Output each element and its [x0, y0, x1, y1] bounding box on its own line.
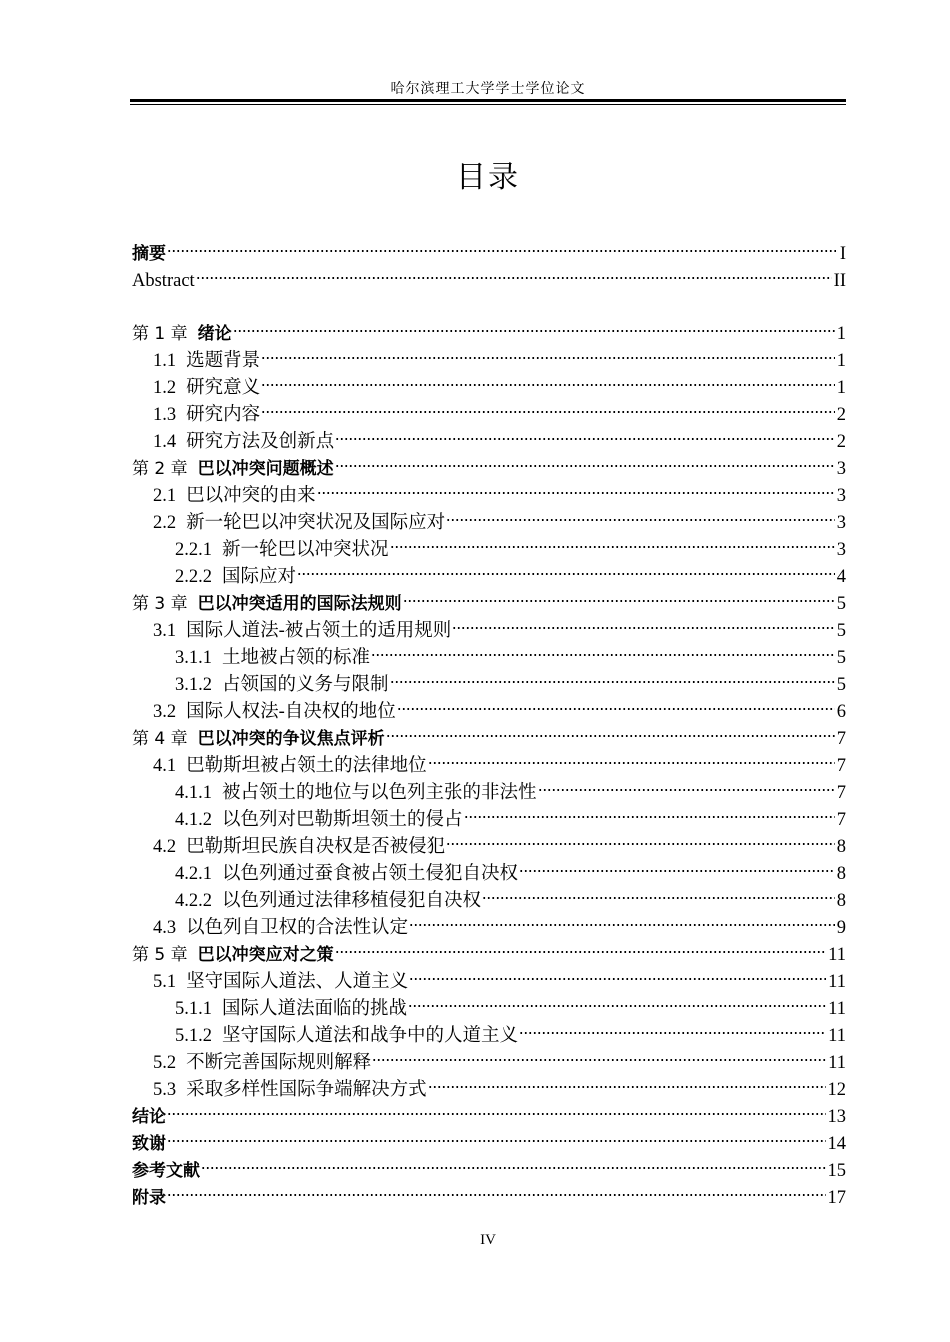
toc-entry[interactable] [132, 1050, 846, 1077]
toc-entry[interactable] [132, 402, 846, 429]
toc-entry-page: 8 [836, 837, 846, 857]
toc-entry-page: 12 [827, 1080, 846, 1100]
toc-entry[interactable] [132, 996, 846, 1023]
toc-leader-dots [390, 544, 835, 550]
toc-entry-title: 国际应对 [222, 567, 297, 587]
toc-entry-page: 17 [827, 1188, 846, 1208]
toc-entry-title: 被占领土的地位与以色列主张的非法性 [222, 783, 537, 803]
toc-entry[interactable] [132, 375, 846, 402]
toc-entry[interactable] [132, 483, 846, 510]
toc-entry-title: 巴以冲突问题概述 [197, 459, 334, 479]
toc-entry-page: 7 [836, 729, 846, 749]
toc-leader-dots [403, 598, 835, 604]
toc-entry-number: 5.3 [153, 1080, 177, 1100]
toc-leader-dots [261, 382, 835, 388]
toc-entry[interactable] [132, 591, 846, 618]
toc-entry-number: 5.2 [153, 1053, 177, 1073]
toc-entry-number: 1.1 [153, 351, 177, 371]
toc-entry[interactable] [132, 969, 846, 996]
toc-entry-number: 1.3 [153, 405, 177, 425]
toc-entry-title: 摘要 [132, 244, 166, 264]
toc-entry[interactable] [132, 942, 846, 969]
toc-leader-dots [167, 1138, 826, 1144]
toc-entry-number: 2.2.1 [175, 540, 212, 560]
toc-entry[interactable] [132, 537, 846, 564]
toc-entry-title: 国际人道法-被占领土的适用规则 [186, 621, 452, 641]
toc-entry-number: 3.1.1 [175, 648, 212, 668]
page-number: IV [480, 1232, 496, 1248]
toc-entry-page: 3 [836, 513, 846, 533]
toc-entry-title: 巴以冲突的争议焦点评析 [197, 729, 385, 749]
toc-leader-dots [446, 841, 835, 847]
toc-entry-title: 坚守国际人道法、人道主义 [186, 972, 409, 992]
toc-entry-number: 3.1.2 [175, 675, 212, 695]
toc-entry-title: 巴以冲突适用的国际法规则 [197, 594, 402, 614]
toc-entry-page: 5 [836, 594, 846, 614]
toc-entry-page: 11 [828, 1026, 846, 1046]
toc-leader-dots [335, 436, 835, 442]
toc-leader-dots [386, 733, 835, 739]
toc-entry-title: 新一轮巴以冲突状况 [222, 540, 389, 560]
toc-entry-title: 以色列自卫权的合法性认定 [186, 918, 409, 938]
toc-leader-dots [297, 571, 835, 577]
toc-entry-page: 5 [836, 648, 846, 668]
toc-entry-number: 5.1 [153, 972, 177, 992]
toc-leader-dots [167, 248, 836, 254]
toc-entry-page: 11 [828, 945, 846, 965]
toc-entry-number: 4.3 [153, 918, 177, 938]
toc-entry-title: 结论 [132, 1107, 166, 1127]
toc-leader-dots [390, 679, 835, 685]
toc-entry[interactable] [132, 780, 846, 807]
toc-entry[interactable] [132, 348, 846, 375]
toc-entry-page: 13 [827, 1107, 846, 1127]
toc-entry[interactable] [132, 861, 846, 888]
toc-entry[interactable] [132, 1077, 846, 1104]
toc-entry-number: 第 2 章 [132, 459, 188, 479]
toc-leader-dots [408, 1003, 826, 1009]
toc-entry[interactable] [132, 321, 846, 348]
toc-entry-page: 1 [836, 324, 846, 344]
page-header: 哈尔滨理工大学学士学位论文 [390, 82, 586, 97]
toc-entry[interactable] [132, 618, 846, 645]
toc-entry-title: 以色列对巴勒斯坦领土的侵占 [222, 810, 463, 830]
toc-entry-title: 国际人道法面临的挑战 [222, 999, 408, 1019]
toc-entry-number: 2.1 [153, 486, 177, 506]
toc-entry-number: 4.1 [153, 756, 177, 776]
toc-entry-number: 3.2 [153, 702, 177, 722]
toc-leader-dots [464, 814, 835, 820]
toc-entry[interactable] [132, 699, 846, 726]
toc-entry[interactable] [132, 241, 846, 268]
toc-entry[interactable] [132, 1023, 846, 1050]
toc-entry-page: 5 [836, 675, 846, 695]
toc-entry-page: II [833, 271, 846, 291]
toc-entry-title: 致谢 [132, 1134, 166, 1154]
toc-leader-dots [261, 355, 835, 361]
toc-entry-page: 1 [836, 378, 846, 398]
toc-leader-dots [372, 1057, 826, 1063]
toc-entry-title: 国际人权法-自决权的地位 [186, 702, 396, 722]
toc-entry[interactable] [132, 672, 846, 699]
toc-entry-number: 5.1.2 [175, 1026, 212, 1046]
toc-entry-page: 3 [836, 486, 846, 506]
toc-leader-dots [409, 976, 826, 982]
toc-entry-page: 11 [828, 999, 846, 1019]
toc-entry[interactable] [132, 888, 846, 915]
toc-entry-number: 4.2.2 [175, 891, 212, 911]
toc-entry-number: 第 4 章 [132, 729, 188, 749]
header-rule-thick [130, 99, 846, 102]
toc-entry-title: 不断完善国际规则解释 [186, 1053, 372, 1073]
toc-entry-title: 巴勒斯坦被占领土的法律地位 [186, 756, 427, 776]
toc-entry-number: 4.1.2 [175, 810, 212, 830]
toc-leader-dots [519, 1030, 826, 1036]
toc-leader-dots [519, 868, 835, 874]
toc-entry-page: 3 [836, 540, 846, 560]
toc-entry-title: 参考文献 [132, 1161, 200, 1181]
toc-leader-dots [428, 760, 835, 766]
toc-leader-dots [317, 490, 835, 496]
toc-leader-dots [233, 328, 835, 334]
toc-entry-title: 研究内容 [186, 405, 261, 425]
toc-entry[interactable] [132, 645, 846, 672]
toc-entry-number: 第 1 章 [132, 324, 188, 344]
toc-spacer [132, 295, 846, 321]
toc-entry-page: 2 [836, 405, 846, 425]
toc-leader-dots [335, 463, 835, 469]
toc-entry-number: 第 3 章 [132, 594, 188, 614]
toc-leader-dots [196, 275, 832, 281]
toc-entry-title: 土地被占领的标准 [222, 648, 371, 668]
toc-entry-number: 3.1 [153, 621, 177, 641]
toc-entry-number: 4.1.1 [175, 783, 212, 803]
toc-entry-number: 2.2.2 [175, 567, 212, 587]
toc-entry-page: 11 [828, 1053, 846, 1073]
toc-entry-page: 8 [836, 891, 846, 911]
toc-entry-page: 5 [836, 621, 846, 641]
toc-entry[interactable] [132, 807, 846, 834]
toc-entry-page: 15 [827, 1161, 846, 1181]
toc-entry-page: 3 [836, 459, 846, 479]
toc-entry[interactable] [132, 456, 846, 483]
toc-entry-title: 绪论 [197, 324, 232, 344]
toc-leader-dots [335, 949, 827, 955]
toc-entry-number: 4.2.1 [175, 864, 212, 884]
toc-entry[interactable] [132, 510, 846, 537]
toc-entry-number: 5.1.1 [175, 999, 212, 1019]
toc-entry-page: 4 [836, 567, 846, 587]
toc-entry-number: 1.4 [153, 432, 177, 452]
toc-entry[interactable] [132, 268, 846, 295]
toc-entry-page: 7 [836, 783, 846, 803]
toc-entry-title: 以色列通过蚕食被占领土侵犯自决权 [222, 864, 519, 884]
toc-title: 目录 [456, 160, 520, 195]
toc-entry-title: 新一轮巴以冲突状况及国际应对 [186, 513, 446, 533]
toc-entry-title: 巴以冲突的由来 [186, 486, 316, 506]
toc-leader-dots [167, 1111, 826, 1117]
toc-entry-page: 6 [836, 702, 846, 722]
toc-entry-number: 1.2 [153, 378, 177, 398]
toc-entry-number: 2.2 [153, 513, 177, 533]
toc-entry-title: 选题背景 [186, 351, 261, 371]
toc-entry-page: 8 [836, 864, 846, 884]
toc-entry[interactable] [132, 753, 846, 780]
toc-entry[interactable] [132, 915, 846, 942]
toc-entry-number: 4.2 [153, 837, 177, 857]
toc-entry-title: Abstract [132, 271, 195, 291]
toc-leader-dots [538, 787, 835, 793]
toc-leader-dots [446, 517, 835, 523]
table-of-contents [132, 241, 846, 1212]
toc-entry-page: 2 [836, 432, 846, 452]
toc-entry-page: 14 [827, 1134, 846, 1154]
header-rule-thin [130, 104, 846, 105]
toc-entry-number: 第 5 章 [132, 945, 188, 965]
toc-entry-page: 1 [836, 351, 846, 371]
toc-entry-title: 研究意义 [186, 378, 261, 398]
toc-entry-title: 巴勒斯坦民族自决权是否被侵犯 [186, 837, 446, 857]
toc-entry-title: 巴以冲突应对之策 [197, 945, 334, 965]
toc-entry-title: 占领国的义务与限制 [222, 675, 389, 695]
toc-entry-title: 以色列通过法律移植侵犯自决权 [222, 891, 482, 911]
toc-entry-title: 采取多样性国际争端解决方式 [186, 1080, 427, 1100]
toc-entry[interactable] [132, 1158, 846, 1185]
toc-entry[interactable] [132, 1131, 846, 1158]
toc-leader-dots [397, 706, 835, 712]
toc-entry-title: 研究方法及创新点 [186, 432, 335, 452]
toc-entry-page: I [839, 244, 846, 264]
toc-leader-dots [371, 652, 835, 658]
toc-leader-dots [452, 625, 834, 631]
toc-entry[interactable] [132, 1104, 846, 1131]
toc-leader-dots [261, 409, 835, 415]
toc-entry-page: 9 [836, 918, 846, 938]
toc-entry[interactable] [132, 564, 846, 591]
toc-leader-dots [482, 895, 835, 901]
toc-leader-dots [167, 1192, 826, 1198]
toc-entry[interactable] [132, 1185, 846, 1212]
toc-entry-title: 附录 [132, 1188, 166, 1208]
toc-entry-page: 7 [836, 810, 846, 830]
toc-entry[interactable] [132, 834, 846, 861]
toc-entry[interactable] [132, 726, 846, 753]
toc-leader-dots [201, 1165, 826, 1171]
toc-leader-dots [409, 922, 835, 928]
toc-entry-page: 11 [828, 972, 846, 992]
toc-leader-dots [428, 1084, 826, 1090]
toc-entry-page: 7 [836, 756, 846, 776]
toc-entry-title: 坚守国际人道法和战争中的人道主义 [222, 1026, 519, 1046]
toc-entry[interactable] [132, 429, 846, 456]
